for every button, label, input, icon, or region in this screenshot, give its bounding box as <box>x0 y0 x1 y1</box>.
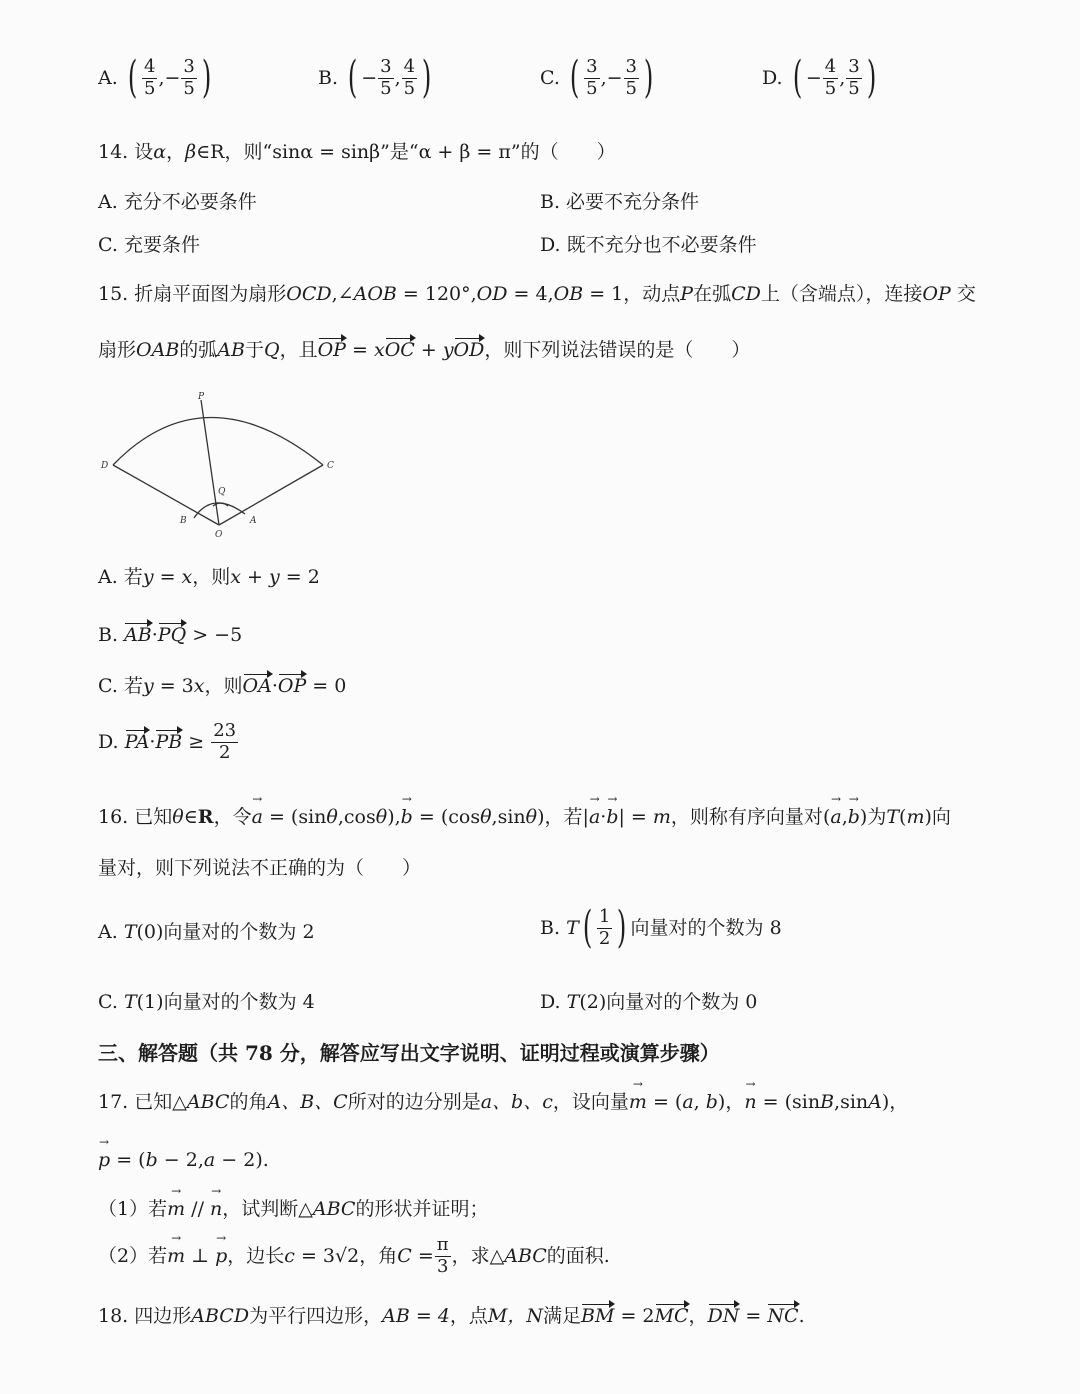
q15-option-a: A. 若y = x，则x + y = 2 <box>98 566 320 588</box>
option-label: C. 若 <box>98 675 143 697</box>
q17-var-angles: A、B、C <box>267 1091 348 1113</box>
option-label: A. 若 <box>98 566 143 588</box>
q16-text: ，令 <box>213 806 252 828</box>
q18-text: 满足 <box>542 1305 581 1327</box>
q17-var-abc: ABC <box>504 1244 547 1267</box>
q14-condition: “sinα = sinβ”是“α + β = π”的（ ） <box>262 141 616 163</box>
label-a: A <box>250 516 257 526</box>
q17-text: ，设向量 <box>552 1091 629 1113</box>
q14-stem: 14. 设α，β∈R，则“sinα = sinβ”是“α + β = π”的（ ） <box>98 141 616 163</box>
q15-prefix: 15. 折扇平面图为扇形 <box>98 283 287 305</box>
q15-text: ，则下列说法错误的是（ ） <box>484 339 751 361</box>
q13-option-a: A. ( $\frac{4}{5}$ ,− $\frac{3}{5}$ ) <box>98 52 212 103</box>
q16-prefix: 16. 已知 <box>98 806 173 828</box>
q17-text: ，边长 <box>227 1244 285 1267</box>
q16-option-text: 向量对的个数为 2 <box>163 921 315 943</box>
q15-text: ，且 <box>279 339 318 361</box>
option-label: A. <box>98 921 118 943</box>
q16-text: 向 <box>931 806 951 828</box>
fan-diagram <box>95 390 345 540</box>
label-b: B <box>180 516 187 526</box>
q17-text: ，角 <box>359 1244 398 1267</box>
q16-option-d: D. T(2)向量对的个数为 0 <box>540 991 758 1013</box>
q16-option-text: 向量对的个数为 0 <box>606 991 758 1013</box>
q15-var-oab: OAB <box>136 339 180 361</box>
q15-stem-line2: 扇形OAB的弧AB于Q，且OP = xOC + yOD，则下列说法错误的是（ ） <box>98 339 751 361</box>
q18-prefix: 18. 四边形 <box>98 1305 192 1327</box>
q16-option-text: 向量对的个数为 4 <box>163 991 315 1013</box>
option-label: B. <box>98 624 119 646</box>
q17-sub1: （1）若→ m // → n，试判断△ABC的形状并证明； <box>98 1198 488 1221</box>
q15-option-d: D. PA·PB ≥ $\frac{23}{2}$ <box>98 720 237 763</box>
q13-option-d: D. ( − $\frac{4}{5}$ , $\frac{3}{5}$ ) <box>762 52 877 103</box>
radius-od <box>113 465 219 525</box>
q17-var-abc: ABC <box>312 1198 356 1220</box>
q17-sub2: （2）若→ m ⊥ → p，边长c = 3√2，角C = $\frac{\pi}{3}$ ，求△ABC的面积. <box>98 1236 610 1277</box>
q17-sub-label: （1）若 <box>98 1198 168 1220</box>
q17-text: ，求△ <box>451 1244 505 1267</box>
q18-var-ab: AB = 4 <box>382 1305 450 1327</box>
option-label: D. <box>98 730 119 753</box>
label-d: D <box>101 461 109 471</box>
q15-var-q: Q <box>264 339 280 361</box>
q14-prefix: 14. 设 <box>98 141 154 163</box>
q16-option-c: C. T(1)向量对的个数为 4 <box>98 991 315 1013</box>
q15-text: 的弧 <box>179 339 218 361</box>
arc-cd <box>113 418 323 466</box>
q18-var-abcd: ABCD <box>191 1305 250 1327</box>
q16-option-b: B. T( $\frac{1}{2}$ ) 向量对的个数为 8 <box>540 902 782 953</box>
q17-prefix: 17. 已知△ <box>98 1091 187 1113</box>
q15-var-op: OP <box>922 283 951 305</box>
q18-text: . <box>798 1305 805 1327</box>
option-label: B. <box>318 66 339 89</box>
q16-text: 为 <box>867 806 887 828</box>
q18-text: 为平行四边形， <box>249 1305 383 1327</box>
section-heading: 三、解答题（共 78 分，解答应写出文字说明、证明过程或演算步骤） <box>98 1041 720 1065</box>
q17-text: ，试判断△ <box>222 1198 313 1220</box>
q15-var-cd: CD <box>731 283 761 305</box>
option-label: C. <box>98 991 118 1013</box>
q16-option-text: 向量对的个数为 8 <box>630 916 782 939</box>
q15-text: 于 <box>244 339 264 361</box>
q17-stem-line2: → p = (b − 2,a − 2). <box>98 1149 269 1172</box>
q16-option-a: A. T(0)向量对的个数为 2 <box>98 921 315 943</box>
q15-text: 上（含端点），连接 <box>760 283 923 305</box>
q17-text: 的角 <box>229 1091 268 1113</box>
radius-oc <box>219 465 323 525</box>
q15-text: 扇形 <box>98 339 137 361</box>
q18-text: ，点 <box>449 1305 488 1327</box>
label-o: O <box>215 530 223 540</box>
q15-text: 交 <box>956 283 976 305</box>
q14-option-a: A. 充分不必要条件 <box>98 191 257 213</box>
q15-stem-line1: 15. 折扇平面图为扇形OCD,∠AOB = 120°,OD = 4,OB = 1，动点P在弧CD上（含端点），连接OP 交 <box>98 283 976 305</box>
q17-stem-line1: 17. 已知△ABC的角A、B、C所对的边分别是a、b、c，设向量→ m = (a, b)，→ n = (sinB,sinA)， <box>98 1091 908 1114</box>
label-p: P <box>198 392 205 402</box>
q18-stem: 18. 四边形ABCD为平行四边形，AB = 4，点M，N满足BM = 2MC，DN = NC. <box>98 1305 805 1327</box>
q14-option-c: C. 充要条件 <box>98 234 200 256</box>
q15-option-b: B. AB·PQ > −5 <box>98 624 243 646</box>
q17-var-sides: a、b、c <box>480 1091 553 1113</box>
option-label: D. <box>540 991 561 1013</box>
q16-text: ，则称有序向量对 <box>670 806 823 828</box>
q16-stem-line2: 量对，则下列说法不正确的为（ ） <box>98 857 422 879</box>
q14-option-d: D. 既不充分也不必要条件 <box>540 234 757 256</box>
option-label: C. <box>540 66 560 89</box>
q17-text: 的形状并证明； <box>355 1198 489 1220</box>
q15-var-ab: AB <box>217 339 245 361</box>
q15-text: ，动点 <box>623 283 681 305</box>
q17-text: 所对的边分别是 <box>347 1091 481 1113</box>
q15-text: ，则 <box>192 566 231 588</box>
segment-op <box>201 400 219 525</box>
option-label: B. <box>540 916 561 939</box>
q14-option-b: B. 必要不充分条件 <box>540 191 700 213</box>
q17-var-abc: ABC <box>186 1091 230 1113</box>
option-label: D. <box>762 66 783 89</box>
q15-text: ，则 <box>204 675 243 697</box>
label-q: Q <box>218 487 226 497</box>
q17-sub-label: （2）若 <box>98 1244 168 1267</box>
option-label: A. <box>98 66 118 89</box>
q18-var-mn: M，N <box>487 1305 543 1327</box>
q17-text: 的面积. <box>546 1244 610 1267</box>
q16-text: ，若 <box>544 806 583 828</box>
q15-option-c: C. 若y = 3x，则OA·OP = 0 <box>98 675 347 697</box>
q13-option-b: B. ( − $\frac{3}{5}$ , $\frac{4}{5}$ ) <box>318 52 432 103</box>
q16-stem-line1: 16. 已知θ∈R，令→ a = (sinθ,cosθ),→ b = (cosθ,sinθ)，若|→ a·→ b| = m，则称有序向量对(→ a,→ b)为T(m)向 <box>98 806 951 829</box>
q15-var-p: P <box>680 283 694 305</box>
q13-option-c: C. ( $\frac{3}{5}$ ,− $\frac{3}{5}$ ) <box>540 52 654 103</box>
label-c: C <box>327 461 334 471</box>
q15-text: 在弧 <box>693 283 732 305</box>
